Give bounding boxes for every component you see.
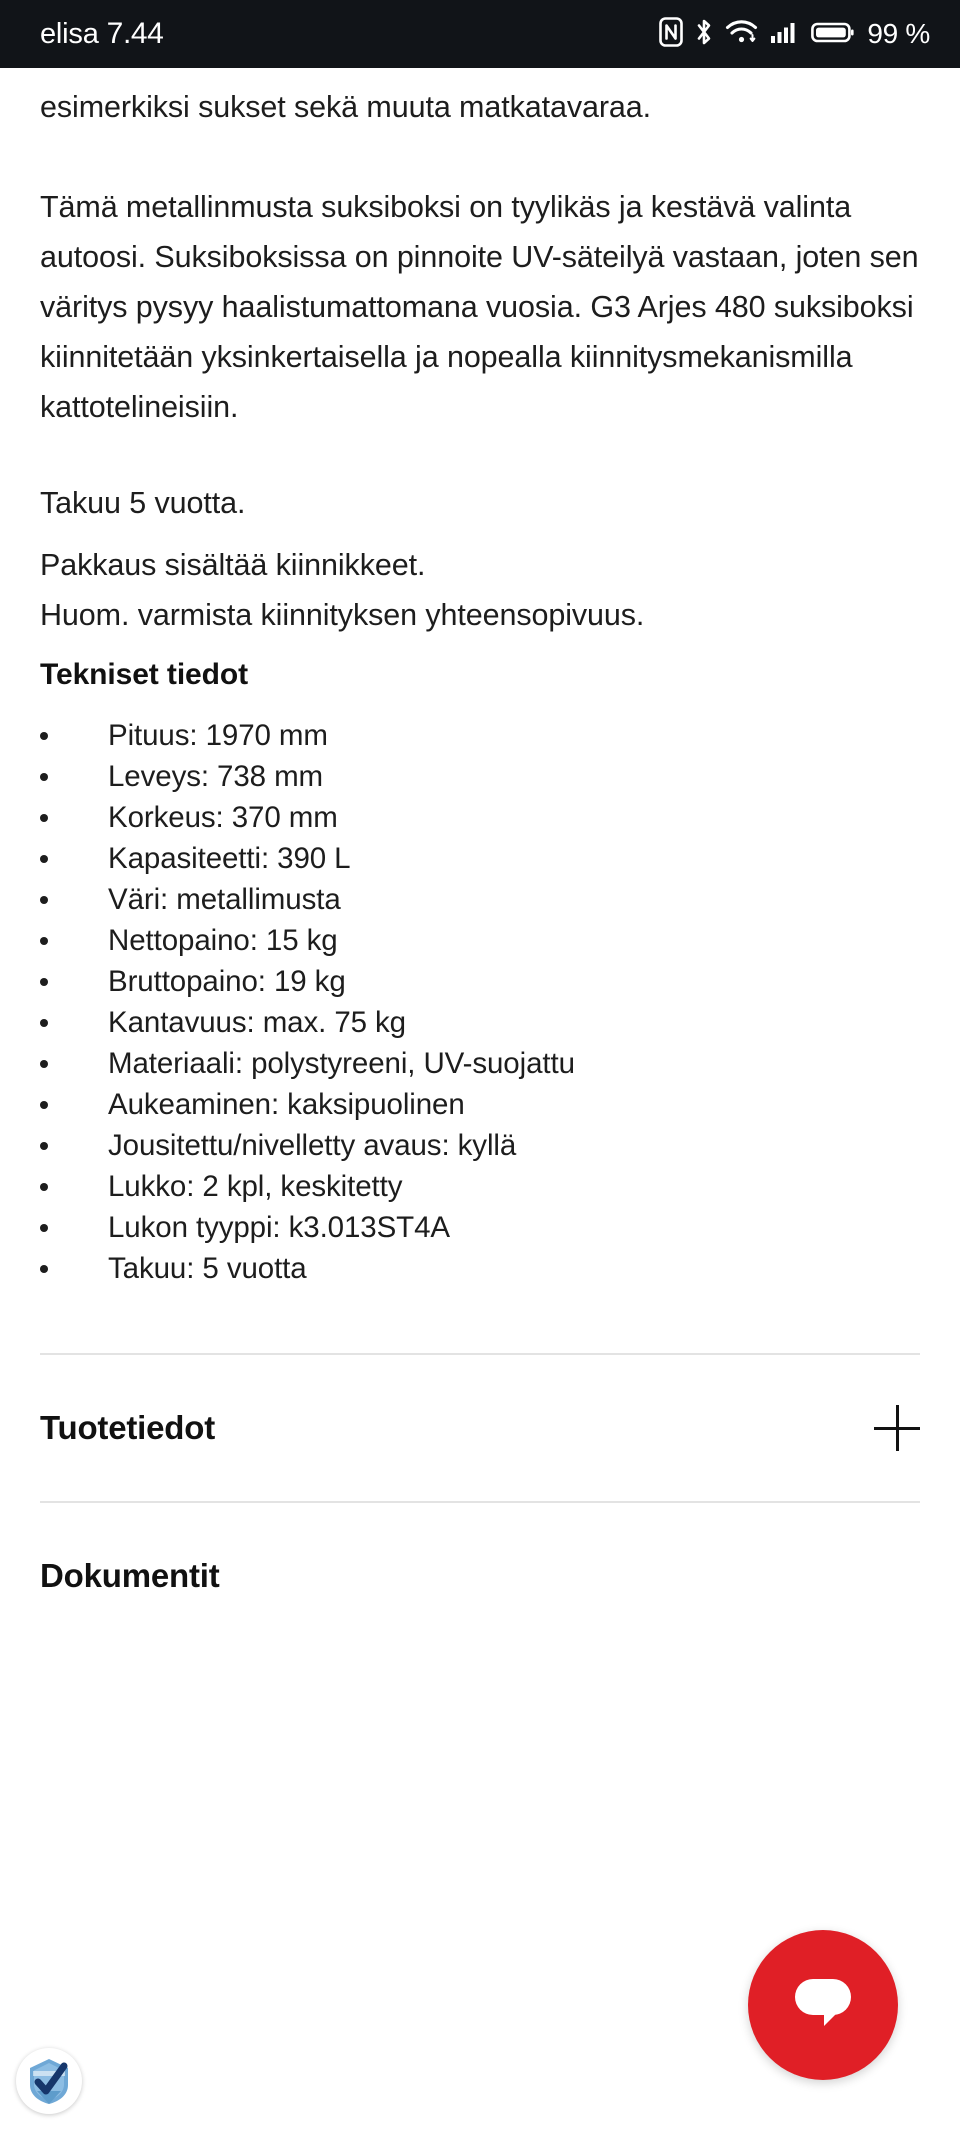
bluetooth-icon — [694, 17, 714, 52]
accordion-dokumentit[interactable] — [0, 1503, 960, 1649]
wifi-icon — [725, 17, 759, 52]
spacer — [40, 528, 920, 540]
compatibility-note-paragraph: Huom. varmista kiinnityksen yhteensopivuus. — [40, 598, 645, 632]
list-item: Aukeaminen: kaksipuolinen — [40, 1084, 920, 1125]
package-contents-paragraph: Pakkaus sisältää kiinnikkeet. — [40, 548, 426, 582]
chat-support-button[interactable] — [748, 1930, 898, 2080]
technical-specs-heading: Tekniset tiedot — [40, 658, 248, 691]
spacer — [40, 640, 920, 652]
spacer — [40, 432, 920, 478]
list-item: Väri: metallimusta — [40, 879, 920, 920]
list-item: Korkeus: 370 mm — [40, 797, 920, 838]
description-paragraph-2: Tämä metallinmusta suksiboksi on tyylikäs ja kestävä valinta autoosi. Suksiboksissa on pinnoite UV-säteilyä vastaan, joten sen väritys pysyy haalistumattomana vuosia. G3 Arjes 480 suksiboksi kiinnitetään yksinkertaisella ja nopealla kiinnitysmekanismilla kattotelineisiin. — [40, 190, 919, 424]
list-item: Leveys: 738 mm — [40, 756, 920, 797]
spacer — [0, 1289, 960, 1353]
accordion-tuotetiedot[interactable] — [0, 1355, 960, 1501]
nfc-icon — [659, 17, 683, 52]
list-item: Materiaali: polystyreeni, UV-suojattu — [40, 1043, 920, 1084]
list-item: Lukon tyyppi: k3.013ST4A — [40, 1207, 920, 1248]
product-description-body — [0, 68, 960, 1289]
status-bar-right — [659, 17, 930, 52]
list-item: Nettopaino: 15 kg — [40, 920, 920, 961]
clock-label: 7.44 — [106, 17, 164, 50]
battery-percent-label: 99 % — [867, 18, 930, 49]
spacer — [40, 698, 920, 715]
list-item: Lukko: 2 kpl, keskitetty — [40, 1166, 920, 1207]
list-item: Jousitettu/nivelletty avaus: kyllä — [40, 1125, 920, 1166]
plus-icon[interactable] — [874, 1405, 920, 1451]
cellular-signal-icon — [770, 17, 800, 52]
accordion-label: Tuotetiedot — [40, 1409, 215, 1446]
status-bar — [0, 0, 960, 68]
list-item: Kantavuus: max. 75 kg — [40, 1002, 920, 1043]
carrier-label: elisa — [40, 18, 99, 50]
spacer — [40, 132, 920, 182]
list-item: Takuu: 5 vuotta — [40, 1248, 920, 1289]
status-bar-left — [40, 17, 163, 51]
verified-check-badge-icon[interactable] — [16, 2048, 82, 2114]
list-item: Kapasiteetti: 390 L — [40, 838, 920, 879]
list-item: Pituus: 1970 mm — [40, 715, 920, 756]
description-paragraph-1: esimerkiksi sukset sekä muuta matkatavaraa. — [40, 90, 652, 124]
warranty-paragraph: Takuu 5 vuotta. — [40, 486, 246, 520]
accordion-label: Dokumentit — [40, 1557, 220, 1594]
chat-bubble-icon — [791, 1973, 855, 2038]
list-item: Bruttopaino: 19 kg — [40, 961, 920, 1002]
technical-specs-list — [40, 715, 920, 1289]
battery-icon — [811, 17, 855, 52]
